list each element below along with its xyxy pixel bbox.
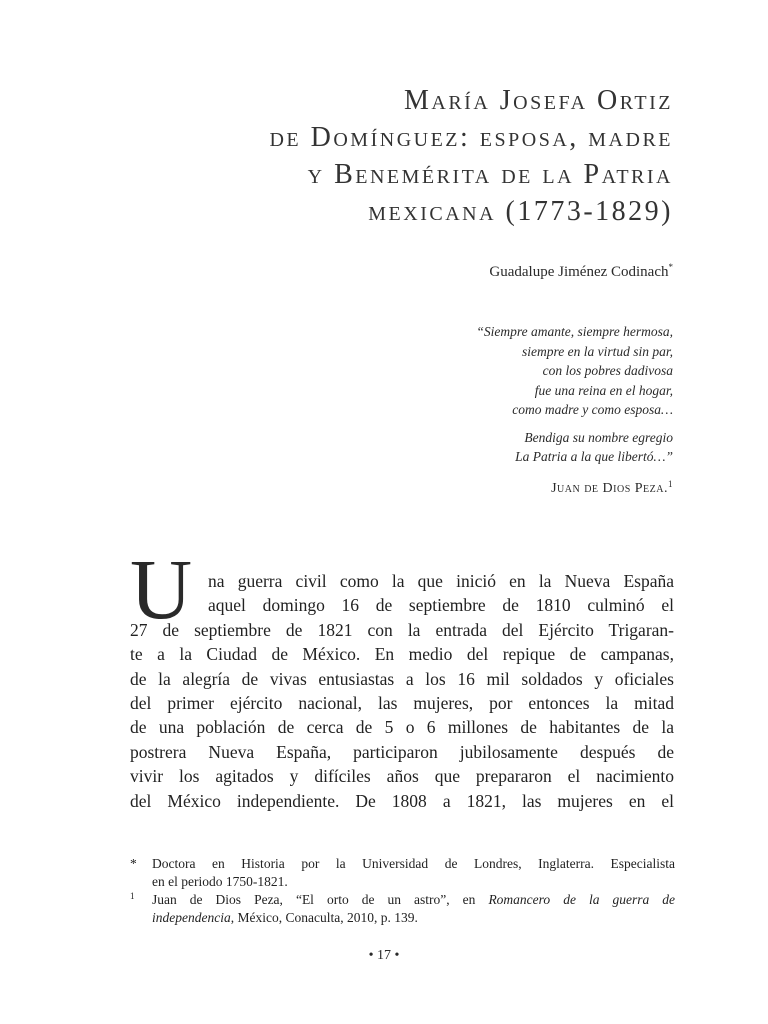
body-line: del primer ejército nacional, las mujeres, por entonces la mitad (130, 692, 674, 713)
body-line: na guerra civil como la que inició en la Nueva España (208, 571, 674, 591)
body-line: postrera Nueva España, participaron jubilosamente después de (130, 741, 674, 762)
title-line: mexicana (1773-1829) (368, 196, 673, 227)
footnote-text: , México, Conaculta, 2010, p. 139. (230, 910, 418, 925)
attribution-name: Juan de Dios Peza. (551, 480, 668, 496)
epigraph-line: como madre y como esposa… (512, 402, 673, 417)
footnote-line: Doctora en Historia por la Universidad de Londres, Inglaterra. Especialista (152, 856, 675, 871)
footnote-line (152, 891, 675, 909)
epigraph-line: Bendiga su nombre egregio (524, 429, 673, 445)
body-line: te a la Ciudad de México. En medio del repique de campanas, (130, 644, 674, 665)
drop-cap: U (130, 541, 193, 637)
footnote-line (152, 909, 675, 927)
epigraph-line: “Siempre amante, siempre hermosa, (476, 324, 673, 339)
body-line: 27 de septiembre de 1821 con la entrada del Ejército Trigaran- (130, 619, 674, 640)
author-name: Guadalupe Jiménez Codinach (489, 264, 669, 280)
author-footnote-mark[interactable]: * (668, 262, 673, 272)
epigraph (253, 322, 673, 498)
author-byline (489, 262, 673, 281)
title-line: y Benemérita de la Patria (307, 159, 673, 190)
chapter-title (113, 82, 673, 230)
footnote (130, 855, 675, 891)
footnote-text: Juan de Dios Peza, “El orto de un astro”, en (152, 892, 489, 907)
body-line: de una población de cerca de 5 o 6 millones de habitantes de la (130, 717, 674, 738)
epigraph-line: La Patria a la que libertó…” (515, 449, 673, 464)
footnotes (130, 855, 675, 927)
page-number: • 17 • (368, 948, 400, 963)
book-title: independencia (152, 910, 231, 925)
footnote-mark: * (130, 856, 137, 871)
body-line: de la alegría de vivas entusiastas a los 16 mil soldados y oficiales (130, 668, 674, 689)
epigraph-line: siempre en la virtud sin par, (522, 343, 673, 359)
epigraph-stanza (253, 322, 673, 420)
body-line: del México independiente. De 1808 a 1821, las mujeres en el (130, 790, 674, 811)
epigraph-line: con los pobres dadivosa (542, 363, 673, 378)
footnote (130, 891, 675, 927)
body-line: aquel domingo 16 de septiembre de 1810 culminó el (208, 595, 674, 616)
attribution-footnote-mark[interactable]: 1 (668, 478, 673, 489)
body-paragraph (130, 569, 674, 813)
epigraph-attribution (253, 475, 673, 499)
epigraph-stanza (253, 428, 673, 467)
epigraph-line: fue una reina en el hogar, (534, 382, 673, 398)
body-line: vivir los agitados y difíciles años que prepararon el nacimiento (130, 766, 674, 787)
footnote-mark: 1 (130, 891, 135, 901)
footnote-line: en el periodo 1750-1821. (152, 874, 288, 889)
title-line: María Josefa Ortiz (404, 85, 673, 116)
title-line: de Domínguez: esposa, madre (269, 122, 673, 153)
book-title: Romancero de la guerra de (488, 892, 676, 907)
